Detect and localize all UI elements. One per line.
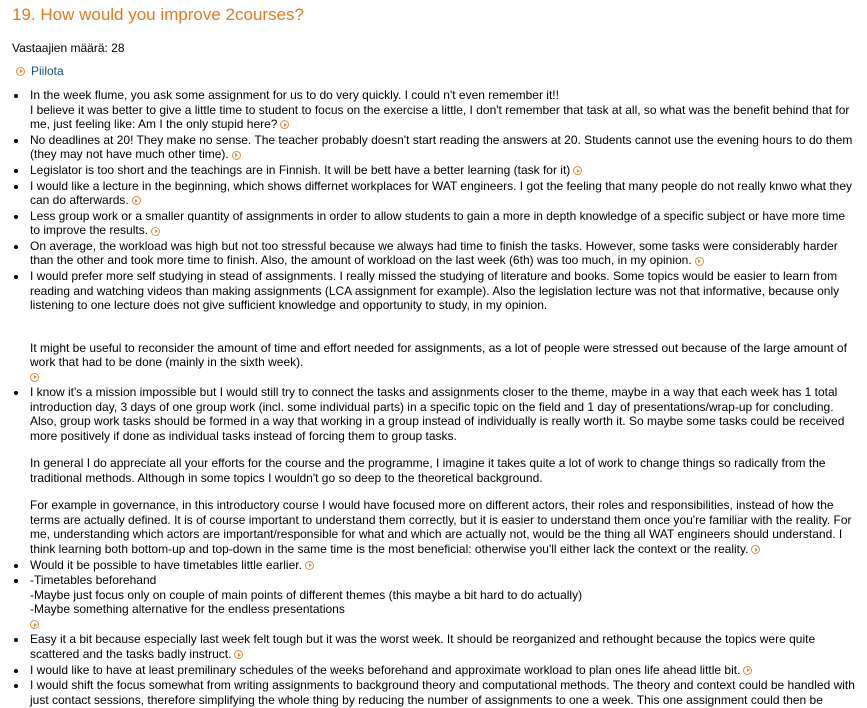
list-item (12, 163, 857, 178)
list-item (12, 209, 857, 238)
play-circle-icon[interactable] (30, 620, 39, 629)
list-item (12, 88, 857, 132)
answer-text: Legislator is too short and the teachings are in Finnish. It will be bett have a better learning (task for it) (30, 162, 571, 177)
answer-text: I would prefer more self studying in stead of assignments. I really missed the studying of literature and books. Some topics would be easier to learn from reading and watching videos than making assignments (LCA assignment for example). Also the legislation lecture was not that informative, because only listening to one lecture does not give sufficient knowledge and opportunity to study, in my opinion. (30, 269, 840, 313)
answer-text: -Maybe just focus only on couple of main points of different themes (this maybe a bit hard to do actually) (30, 587, 583, 602)
play-circle-icon[interactable] (30, 373, 39, 382)
answer-text: -Timetables beforehand (30, 573, 157, 588)
play-circle-icon[interactable] (751, 545, 760, 554)
answer-text: I would shift the focus somewhat from writing assignments to background theory and computational methods. The theory and context could be handled with just contact sessions, therefore simplifying the whole thing by reducing the number of assignments to one a week. This one assignment could then be (30, 678, 855, 707)
list-item (12, 239, 857, 268)
answer-text: In general I do appreciate all your efforts for the course and the programme, I imagine it takes quite a lot of work to change things so radically from the traditional methods. Although in some topics I wouldn't go so deep to the theoretical background. (30, 456, 826, 485)
list-item (12, 179, 857, 208)
respondent-count: Vastaajien määrä: 28 (12, 41, 125, 55)
list-item (12, 558, 857, 573)
answer-text: On average, the workload was high but not too stressful because we always had time to finish the tasks. However, some tasks were considerably harder than the other and took more time to finish. Also, the amount of workload on the last week (6th) was too much, in my opinion. (30, 238, 838, 268)
answers-list (12, 88, 857, 708)
answer-text: No deadlines at 20! They make no sense. The teacher probably doesn't start reading the answers at 20. Students cannot use the evening hours to do them (they may not have much other time). (30, 132, 853, 162)
answer-text: I would like a lecture in the beginning, which shows differnet workplaces for WAT engineers. I got the feeling that many people do not really knwo what they can do afterwards. (30, 178, 853, 208)
play-circle-icon[interactable] (280, 120, 289, 129)
answer-text: I know it's a mission impossible but I would still try to connect the tasks and assignments closer to the theme, maybe in a way that each week has 1 total introduction day, 3 days of one group work (incl. some individual parts) in a specific topic on the field and 1 day of presentations/wrap-up for concluding. Also, group work tasks should be formed in a way that working in a group instead of individually is really worth it. So maybe some tasks could be received more positively if done as individual tasks instead of forcing them to group tasks. (30, 385, 845, 443)
hide-answers-link[interactable] (13, 64, 64, 78)
answer-text: It might be useful to reconsider the amount of time and effort needed for assignments, as a lot of people were stressed out because of the large amount of work that had to be done (mainly in the sixth week). (30, 340, 847, 370)
play-circle-icon[interactable] (305, 561, 314, 570)
answer-text: I believe it was better to give a little time to student to focus on the exercise a little, I don't remember that task at all, so what was the benefit behind that for me, just feeling like: Am I the only stupid here? (30, 102, 850, 131)
answer-text: For example in governance, in this introductory course I would have focused more on different actors, their roles and responsibilities, instead of how the terms are actually defined. It is of course important to understand them correctly, but it is easier to understand them once you're familiar with the reality. For me, understanding which actors are important/responsible for what and which are actually not, would be the thing all WAT engineers should understand. I think learning both bottom-up and top-down in the same time is the most beneficial: otherwise you'll either lack the context or the reality. (30, 498, 852, 556)
list-item (12, 663, 857, 678)
play-circle-icon[interactable] (695, 257, 704, 266)
list-item (12, 678, 857, 707)
answer-text: I would like to have at least premilinary schedules of the weeks beforehand and approximate workload to plan ones life ahead little bit. (30, 662, 741, 677)
play-circle-icon[interactable] (151, 227, 160, 236)
answer-text: In the week flume, you ask some assignment for us to do very quickly. I could n't even remember it!! (30, 88, 559, 102)
play-circle-icon[interactable] (234, 650, 243, 659)
answer-text: Less group work or a smaller quantity of assignments in order to allow students to gain a more in depth knowledge of a specific subject or have more time to improve the results. (30, 208, 846, 238)
answer-text: Would it be possible to have timetables little earlier. (30, 557, 302, 572)
list-item (12, 632, 857, 661)
play-circle-icon[interactable] (132, 196, 141, 205)
list-item (12, 385, 857, 556)
hide-answers-label[interactable]: Piilota (31, 64, 64, 78)
list-item (12, 133, 857, 162)
list-item (12, 269, 857, 384)
question-title: 19. How would you improve 2courses? (12, 5, 304, 24)
play-circle-icon[interactable] (743, 666, 752, 675)
play-circle-icon (16, 67, 25, 76)
play-circle-icon[interactable] (573, 166, 582, 175)
answer-text: -Maybe something alternative for the endless presentations (30, 602, 345, 617)
play-circle-icon[interactable] (232, 151, 241, 160)
list-item (12, 573, 857, 631)
answer-text: Easy it a bit because especially last week felt tough but it was the worst week. It should be reorganized and rethought because the topics were quite scattered and the tasks badly instruct. (30, 632, 816, 661)
